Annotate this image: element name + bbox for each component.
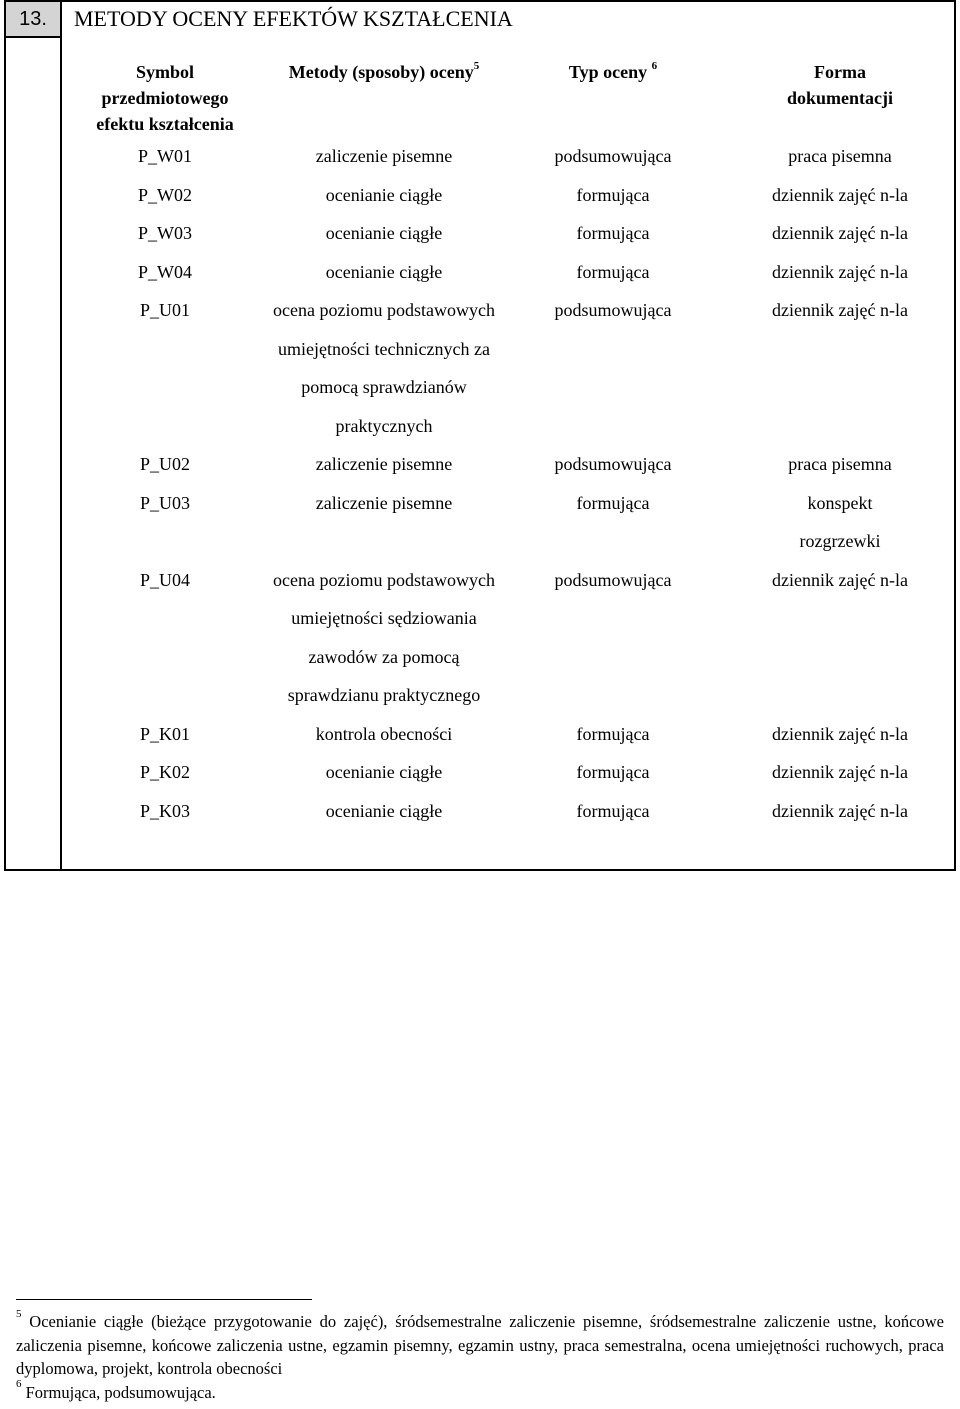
- cell-type: formująca: [576, 800, 650, 821]
- cell-method: zaliczenie pisemne: [315, 454, 453, 474]
- section-title: METODY OCENY EFEKTÓW KSZTAŁCENIA: [74, 6, 513, 31]
- table-row: [62, 137, 954, 176]
- footnote-ref-5: 5: [473, 60, 480, 72]
- table-row: [62, 291, 954, 445]
- cell-symbol: P_U04: [139, 569, 190, 590]
- table-row: [62, 715, 954, 754]
- cell-type: podsumowująca: [554, 569, 672, 590]
- cell-documentation: dziennik zajęć n-la: [772, 723, 908, 744]
- header-type: Typ oceny $^6$: [568, 60, 658, 82]
- header-methods: Metody (sposoby) oceny$^5$: [288, 60, 480, 82]
- section-header: [6, 2, 954, 38]
- section-number: 13.: [6, 2, 62, 38]
- table-row: [62, 253, 954, 292]
- cell-method: ocenianie ciągłe: [325, 261, 443, 282]
- cell-documentation: dziennik zajęć n-la: [772, 762, 908, 782]
- cell-documentation: praca pisemna: [788, 454, 892, 474]
- cell-documentation: dziennik zajęć n-la: [772, 569, 908, 590]
- table-row: [62, 753, 954, 792]
- cell-documentation: praca pisemna: [788, 146, 892, 166]
- table-body: [62, 137, 954, 830]
- cell-method: ocena poziomu podstawowych umiejętności technicznych za pomocą sprawdzianów praktycznych: [273, 300, 495, 436]
- header-documentation: Forma dokumentacji: [786, 62, 893, 108]
- cell-method: ocenianie ciągłe: [325, 184, 443, 205]
- cell-symbol: P_W02: [138, 184, 192, 205]
- footnote-5: $^5$ Ocenianie ciągłe (bieżące przygotowanie do zajęć), śródsemestralne zaliczenie pisemne, śródsemestralne zaliczenie ustne, końcowe zaliczenia pisemne, końcowe zaliczenia ustne, egzamin pisemny, egzamin ustny, praca semestralna, ocena umiejętności ruchowych, praca dyplomowa, projekt, kontrola obecności: [16, 1307, 944, 1378]
- cell-documentation: dziennik zajęć n-la: [772, 300, 908, 320]
- cell-method: ocena poziomu podstawowych umiejętności sędziowania zawodów za pomocą sprawdzianu praktycznego: [273, 569, 495, 705]
- cell-type: formująca: [576, 492, 650, 513]
- cell-documentation: dziennik zajęć n-la: [772, 261, 908, 282]
- cell-type: formująca: [576, 762, 650, 782]
- cell-symbol: P_K02: [139, 762, 190, 782]
- table-row: [62, 484, 954, 561]
- cell-method: ocenianie ciągłe: [325, 800, 443, 821]
- cell-symbol: P_U01: [139, 300, 190, 320]
- cell-type: formująca: [576, 223, 650, 243]
- cell-method: zaliczenie pisemne: [315, 492, 453, 513]
- table-row: [62, 445, 954, 484]
- table-row: [62, 561, 954, 715]
- cell-symbol: P_U03: [139, 492, 190, 513]
- table-row: [62, 176, 954, 215]
- cell-symbol: P_W01: [138, 146, 192, 166]
- assessment-methods-section: [4, 0, 956, 871]
- cell-method: ocenianie ciągłe: [325, 223, 443, 243]
- header-symbol: Symbol przedmiotowego efektu kształcenia: [96, 62, 234, 134]
- cell-documentation: konspekt rozgrzewki: [799, 492, 881, 551]
- cell-type: formująca: [576, 184, 650, 205]
- cell-documentation: dziennik zajęć n-la: [772, 184, 908, 205]
- footnote-6: $^6$ Formująca, podsumowująca.: [16, 1378, 216, 1402]
- cell-type: podsumowująca: [554, 146, 672, 166]
- table-row: [62, 792, 954, 831]
- assessment-table: [62, 56, 954, 830]
- cell-type: podsumowująca: [554, 300, 672, 320]
- cell-symbol: P_K03: [139, 800, 190, 821]
- cell-type: formująca: [576, 261, 650, 282]
- cell-documentation: dziennik zajęć n-la: [772, 800, 908, 821]
- cell-method: kontrola obecności: [315, 723, 453, 744]
- cell-documentation: dziennik zajęć n-la: [772, 223, 908, 243]
- table-header-row: [62, 56, 954, 137]
- cell-symbol: P_U02: [139, 454, 190, 474]
- footnotes: [16, 1307, 944, 1404]
- cell-symbol: P_W04: [138, 261, 192, 282]
- cell-symbol: P_W03: [138, 223, 192, 243]
- cell-type: podsumowująca: [554, 454, 672, 474]
- footnote-separator: [16, 1299, 312, 1300]
- cell-symbol: P_K01: [139, 723, 190, 744]
- cell-method: zaliczenie pisemne: [315, 146, 453, 166]
- cell-type: formująca: [576, 723, 650, 744]
- footnote-ref-6: 6: [651, 60, 658, 72]
- table-row: [62, 214, 954, 253]
- cell-method: ocenianie ciągłe: [325, 762, 443, 782]
